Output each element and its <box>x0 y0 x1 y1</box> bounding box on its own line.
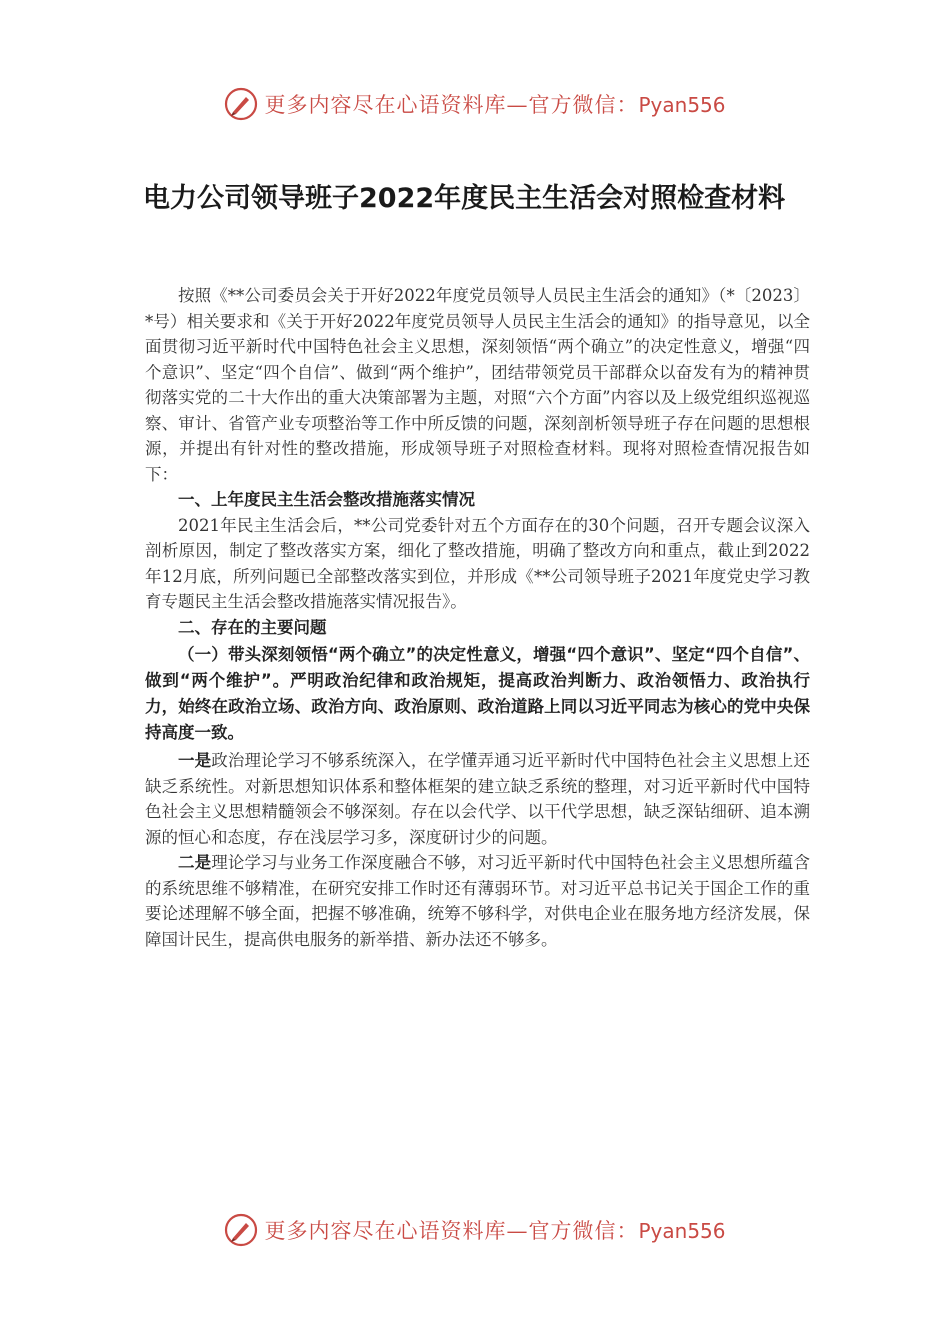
point2-text: 理论学习与业务工作深度融合不够，对习近平新时代中国特色社会主义思想所蕴含的系统思维不够精准，在研究安排工作时还有薄弱环节。对习近平总书记关于国企工作的重要论述理解不够全面，把握不够准确，统筹不够科学，对供电企业在服务地方经济发展，保障国计民生，提高供电服务的新举措、新办法还不够多。 <box>145 853 811 949</box>
watermark-banner-top <box>0 84 950 124</box>
document-title: 电力公司领导班子2022年度民主生活会对照检查材料 <box>143 183 786 214</box>
watermark-text: 更多内容尽在心语资料库—官方微信：Pyan556 <box>264 1219 726 1243</box>
watermark-text: 更多内容尽在心语资料库—官方微信：Pyan556 <box>264 93 726 117</box>
watermark-banner-bottom <box>0 1210 950 1250</box>
section1-paragraph: 2021年民主生活会后，**公司党委针对五个方面存在的30个问题，召开专题会议深入剖析原因，制定了整改落实方案，细化了整改措施，明确了整改方向和重点，截止到2022年12月底，所列问题已全部整改落实到位，并形成《**公司领导班子2021年度党史学习教育专题民主生活会整改措施落实情况报告》。 <box>145 515 810 611</box>
point2-lead: 二是 <box>178 853 212 872</box>
subsection1-heading: （一）带头深刻领悟“两个确立”的决定性意义，增强“四个意识”、坚定“四个自信”、做到“两个维护”。严明政治纪律和政治规矩，提高政治判断力、政治领悟力、政治执行力，始终在政治立场、政治方向、政治原则、政治道路上同以习近平同志为核心的党中央保持高度一致。 <box>145 645 810 742</box>
wechat-id: Pyan556 <box>638 93 726 117</box>
intro-paragraph: 按照《**公司委员会关于开好2022年度党员领导人员民主生活会的通知》（*〔2023〕*号）相关要求和《关于开好2022年度党员领导人员民主生活会的通知》的指导意见，以全面贯彻习近平新时代中国特色社会主义思想，深刻领悟“两个确立”的决定性意义，增强“四个意识”、坚定“四个自信”、做到“两个维护”，团结带领党员干部群众以奋发有为的精神贯彻落实党的二十大作出的重大决策部署为主题，对照“六个方面”内容以及上级党组织巡视巡察、审计、省管产业专项整治等工作中所反馈的问题，深刻剖析领导班子存在问题的思想根源，并提出有针对性的整改措施，形成领导班子对照检查材料。现将对照检查情况报告如下： <box>145 286 810 484</box>
document-body <box>145 283 810 952</box>
point1-text: 政治理论学习不够系统深入，在学懂弄通习近平新时代中国特色社会主义思想上还缺乏系统性。对新思想知识体系和整体框架的建立缺乏系统的整理，对习近平新时代中国特色社会主义思想精髓领会不够深刻。存在以会代学、以干代学思想，缺乏深钻细研、追本溯源的恒心和态度，存在浅层学习多，深度研讨少的问题。 <box>145 751 811 847</box>
pen-logo-icon <box>224 1213 258 1247</box>
point1-paragraph <box>145 748 810 850</box>
point1-lead: 一是 <box>178 751 212 770</box>
pen-logo-icon <box>224 87 258 121</box>
point2-paragraph <box>145 850 810 952</box>
wechat-id: Pyan556 <box>638 1219 726 1243</box>
section2-heading: 二、存在的主要问题 <box>178 617 327 637</box>
section1-heading: 一、上年度民主生活会整改措施落实情况 <box>178 490 475 509</box>
